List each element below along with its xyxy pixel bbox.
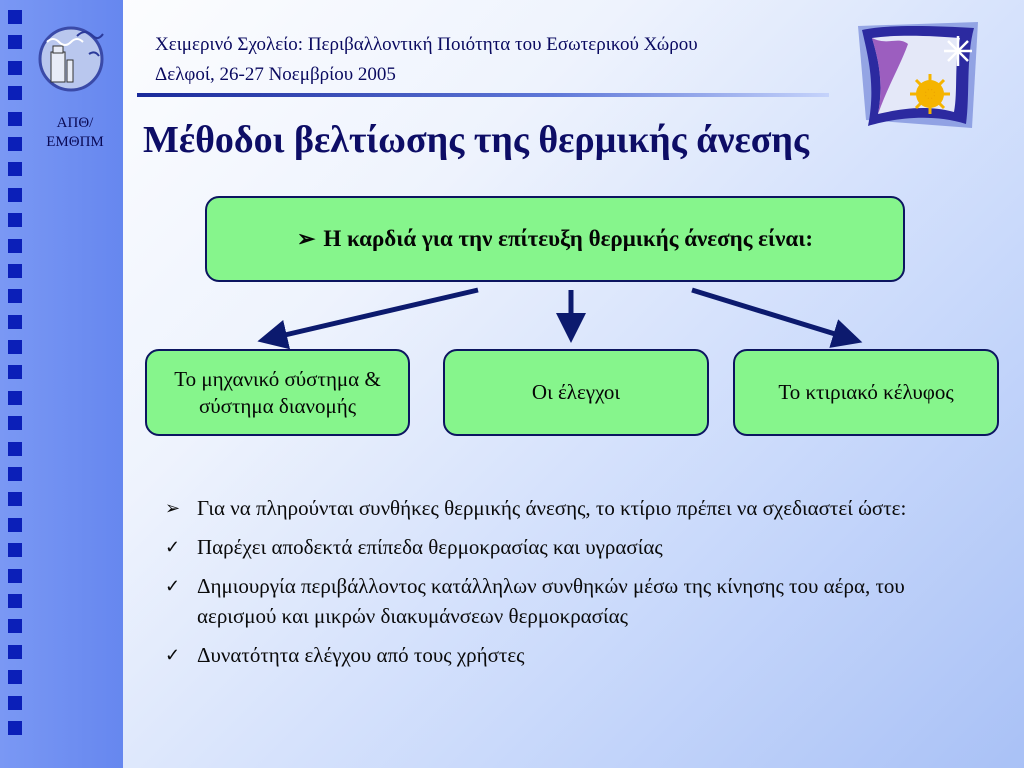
list-item	[165, 640, 975, 670]
arrow-left	[272, 290, 478, 338]
header-event-date: Δελφοί, 26-27 Νοεμβρίου 2005	[155, 64, 396, 85]
bullet-text: Δυνατότητα ελέγχου από τους χρήστες	[197, 643, 525, 667]
arrow-bullet-icon: ➢	[296, 226, 316, 251]
institution-label: ΑΠΘ/ ΕΜΘΠΜ	[46, 115, 104, 150]
header-event-title: Χειμερινό Σχολείο: Περιβαλλοντική Ποιότητα του Εσωτερικού Χώρου	[155, 34, 698, 55]
checkmark-icon: ✓	[165, 645, 181, 665]
arrow-right	[692, 290, 848, 338]
arrow-bullet-icon: ➢	[165, 498, 181, 518]
mechanical-system-box: Το μηχανικό σύστημα & σύστημα διανομής	[145, 349, 410, 436]
controls-box: Οι έλεγχοι	[443, 349, 709, 436]
main-statement-text: Η καρδιά για την επίτευξη θερμικής άνεσης είναι:	[323, 226, 814, 251]
bullet-list	[165, 493, 975, 679]
list-item	[165, 493, 975, 523]
slide-title: Μέθοδοι βελτίωσης της θερμικής άνεσης	[143, 119, 809, 161]
bullet-text: Παρέχει αποδεκτά επίπεδα θερμοκρασίας και υγρασίας	[197, 535, 663, 559]
list-item	[165, 532, 975, 562]
bullet-text: Δημιουργία περιβάλλοντος κατάλληλων συνθηκών μέσω της κίνησης του αέρα, του αερισμού και μικρών διακυμάνσεων θερμοκρασίας	[197, 574, 905, 628]
checkmark-icon: ✓	[165, 576, 181, 596]
bullet-text: Για να πληρούνται συνθήκες θερμικής άνεσης, το κτίριο πρέπει να σχεδιαστεί ώστε:	[197, 496, 907, 520]
building-envelope-box: Το κτιριακό κέλυφος	[733, 349, 999, 436]
checkmark-icon: ✓	[165, 537, 181, 557]
list-item	[165, 571, 975, 631]
